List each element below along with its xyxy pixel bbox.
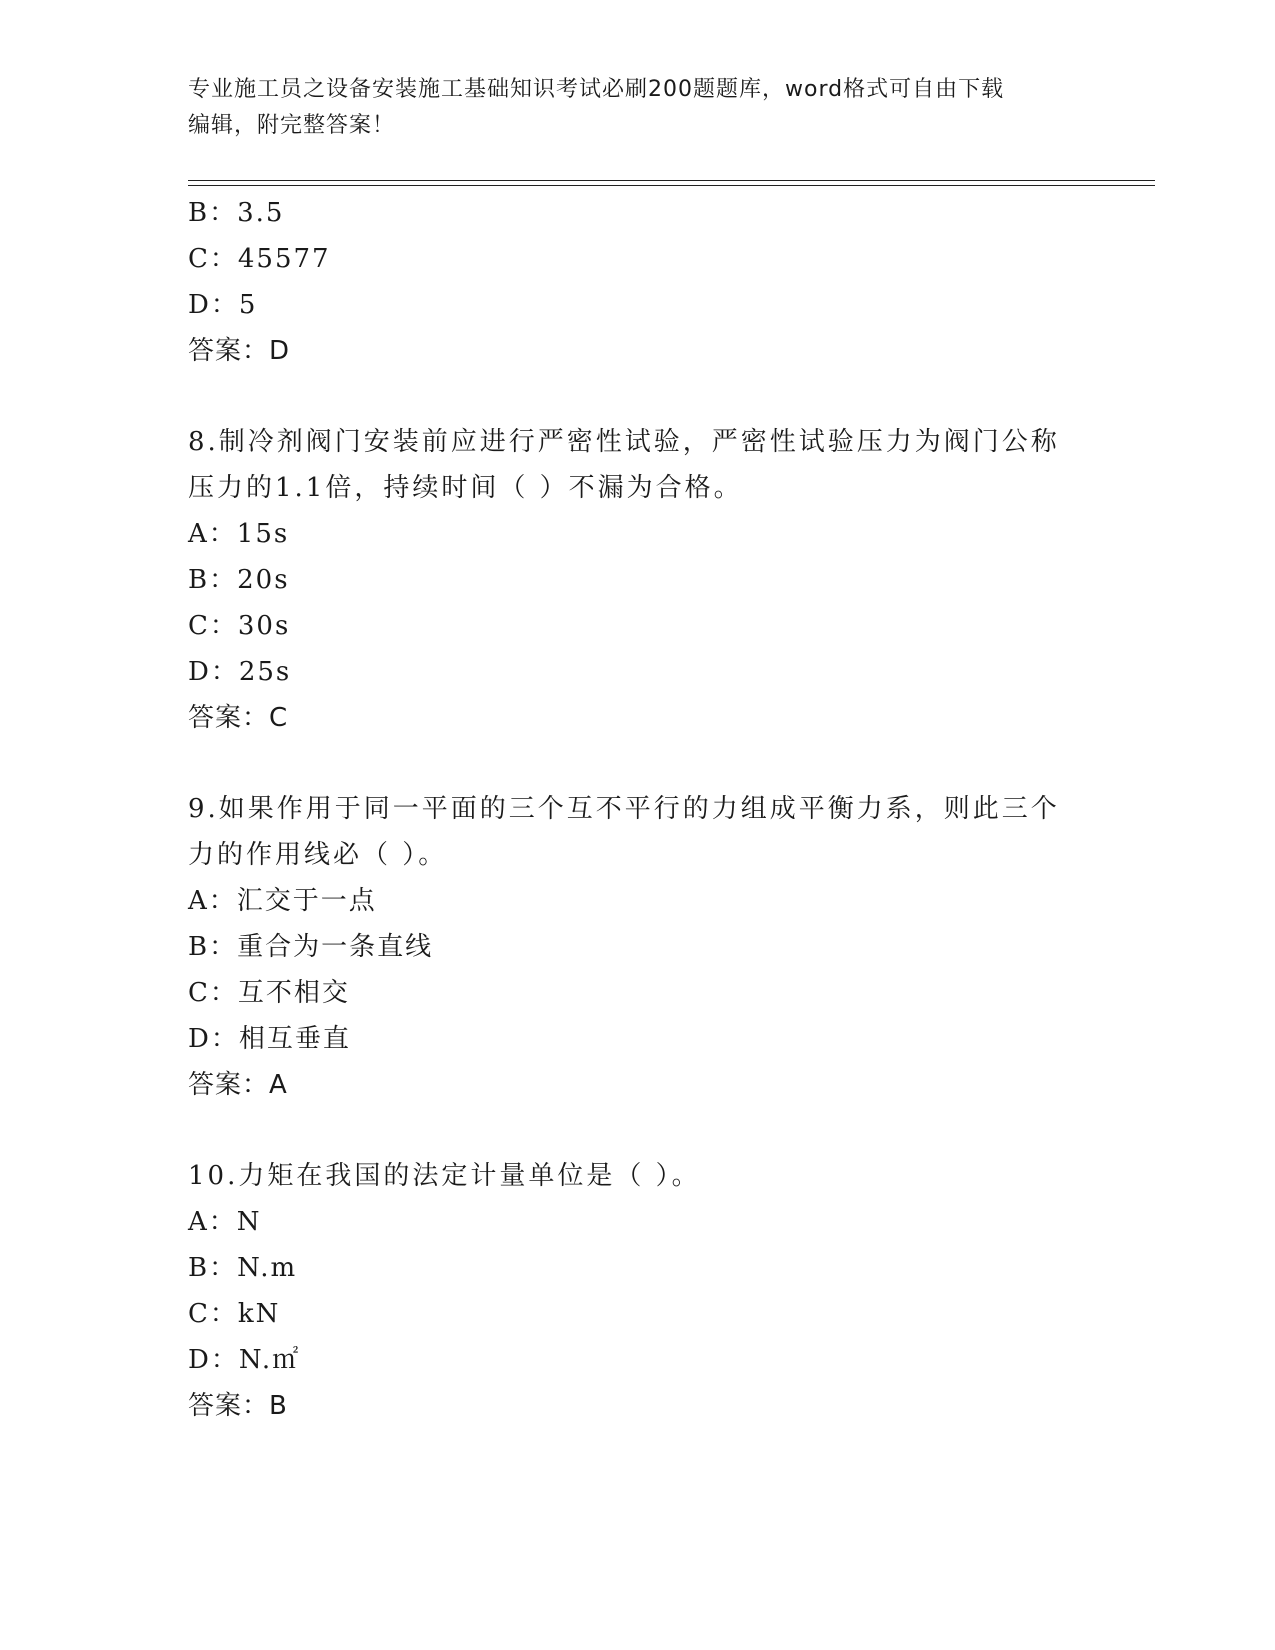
option-b: B：重合为一条直线	[188, 932, 434, 962]
answer: 答案：A	[188, 1070, 288, 1100]
option-d: D：N.㎡	[188, 1345, 301, 1375]
header-title-line-2: 编辑，附完整答案！	[188, 113, 396, 138]
option-a: A：N	[188, 1207, 262, 1237]
option-d: D：相互垂直	[188, 1024, 351, 1054]
option-d: D：25s	[188, 657, 292, 687]
question-stem-line-2: 压力的1.1倍，持续时间（ ）不漏为合格。	[188, 473, 743, 503]
header-divider-top	[188, 180, 1155, 181]
option-b: B：N.m	[188, 1253, 298, 1283]
question-stem-line-1: 10.力矩在我国的法定计量单位是（ ）。	[188, 1161, 701, 1191]
document-header	[188, 72, 1068, 144]
header-title-line-1: 专业施工员之设备安装施工基础知识考试必刷200题题库，word格式可自由下载	[188, 77, 1005, 102]
answer: 答案：C	[188, 703, 289, 733]
answer: 答案：B	[188, 1391, 288, 1421]
option-a: A：汇交于一点	[188, 886, 377, 916]
question-stem-line-1: 8.制冷剂阀门安装前应进行严密性试验，严密性试验压力为阀门公称	[188, 427, 1060, 457]
question-7	[188, 190, 1088, 374]
option-b: B：3.5	[188, 198, 285, 228]
option-d: D：5	[188, 290, 258, 320]
question-list	[188, 190, 1088, 1429]
option-c: C：kN	[188, 1299, 281, 1329]
answer: 答案：D	[188, 336, 291, 366]
question-8	[188, 419, 1088, 741]
option-c: C：45577	[188, 244, 331, 274]
question-9	[188, 786, 1088, 1108]
question-stem-line-2: 力的作用线必（ ）。	[188, 840, 448, 870]
option-c: C：30s	[188, 611, 291, 641]
option-b: B：20s	[188, 565, 290, 595]
question-10	[188, 1153, 1088, 1429]
question-stem-line-1: 9.如果作用于同一平面的三个互不平行的力组成平衡力系，则此三个	[188, 794, 1060, 824]
option-a: A：15s	[188, 519, 290, 549]
header-divider-bottom	[188, 185, 1155, 186]
option-c: C：互不相交	[188, 978, 350, 1008]
